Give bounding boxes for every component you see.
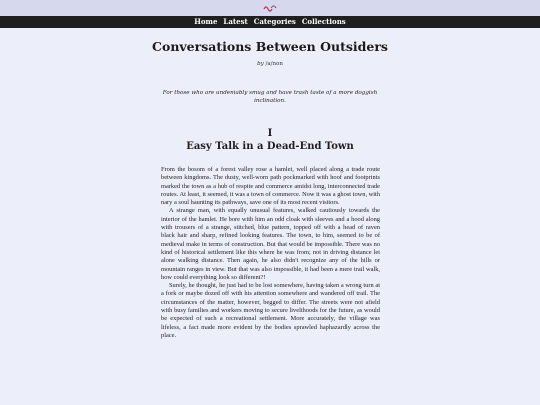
main-navbar	[0, 16, 540, 28]
byline	[0, 61, 540, 67]
chapter-number: I	[267, 128, 273, 139]
site-header-band	[0, 0, 540, 16]
author-link[interactable]: /a/non	[265, 61, 283, 67]
work-title: Conversations Between Outsiders	[152, 39, 388, 54]
nav-collections-link[interactable]: Collections	[301, 17, 346, 26]
site-logo-icon[interactable]	[262, 3, 278, 13]
chapter-title: Easy Talk in a Dead-End Town	[186, 141, 354, 152]
chapter-paragraph: From the bosom of a forest valley rose a hamlet, well placed along a trade route between kingdoms. The dusty, well-worn path pockmarked with hoof and footprints marked the town as a hub of respite and commerce amidst long, interconnected trade routes. At least, it seemed, it was a town of commerce. Now it was a ghost town, with nary a soul haunting its pathways, save one of its most recent visitors.	[161, 166, 381, 207]
nav-categories-link[interactable]: Categories	[253, 17, 296, 26]
chapter-body	[161, 166, 380, 340]
work-summary: For those who are undeniably smug and have trash taste of a more doggish inclination.	[162, 90, 378, 104]
byline-prefix: by	[257, 61, 264, 67]
chapter-paragraph: Surely, he thought, he just had to be lost somewhere, having taken a wrong turn at a fork or maybe dozed off with his attention somewhere and wandered off trail. The circumstances of the matter, however, begged to differ. The streets were not afield with busy families and workers moving to secure livelihoods for the future, as would be expected of such a recreational settlement. More accurately, the village was lifeless, a fact made more evident by the bodies sprawled haphazardly across the place.	[161, 282, 380, 339]
nav-latest-link[interactable]: Latest	[223, 17, 248, 26]
nav-home-link[interactable]: Home	[194, 17, 218, 26]
chapter-paragraph: A strange man, with equally unusual features, walked cautiously towards the interior of the hamlet. He bore with him an odd cloak with sleeves and a hood along with trousers of a strange, stitched, blue pattern, topped off with a head of raven black hair and sharp, refined looking features. The town, to him, seemed to be of medieval make in terms of construction. But that would be impossible. There was no kind of historical settlement like this where he was from; not in driving distance let alone walking distance. Then again, he also didn't recognize any of the hills or mountain ranges in view. But that was also impossible, it had been a mere trail walk, how could everything look so different?!	[161, 207, 380, 281]
